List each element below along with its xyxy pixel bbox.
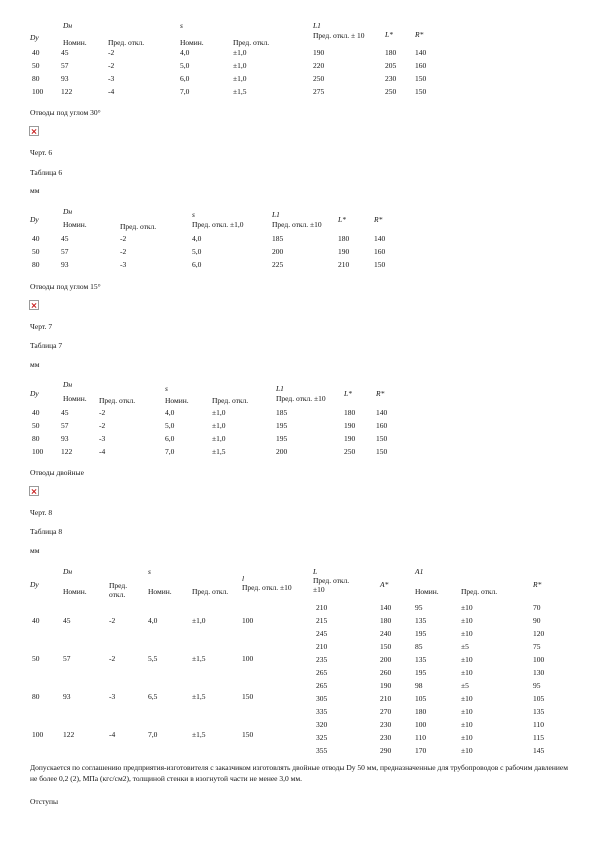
cell-dn-tol: -2: [99, 421, 106, 430]
col-L-tolerance-1: Пред. откл.: [313, 576, 350, 585]
unit-label: мм: [30, 360, 40, 369]
col-rstar-header: R*: [533, 580, 542, 589]
cell-a1-tol: ±10: [461, 694, 473, 703]
cell-L: 210: [316, 603, 328, 612]
col-s-nominal: Номин.: [165, 396, 189, 405]
col-L-header: L: [313, 567, 318, 576]
cell-dn: 93: [61, 74, 69, 83]
col-dn-tolerance: Пред. откл.: [99, 396, 136, 405]
drawing-caption-7: Черт. 7: [30, 322, 53, 331]
cell-s: 5,5: [148, 654, 158, 663]
col-dy-header: Dy: [30, 580, 39, 589]
col-l1-tolerance: Пред. откл. ±10: [272, 220, 322, 229]
col-s-header: s: [148, 567, 151, 576]
cell-a1-tol: ±5: [461, 642, 469, 651]
cell-a: 200: [380, 655, 392, 664]
cell-l1: 200: [276, 447, 288, 456]
cell-r: 90: [533, 616, 541, 625]
cell-dy: 50: [32, 421, 40, 430]
cell-rstar: 140: [376, 408, 388, 417]
cell-dn: 57: [61, 61, 69, 70]
cell-a1: 100: [415, 720, 427, 729]
cell-dn-tol: -4: [109, 730, 116, 739]
cell-dn-tol: -2: [108, 48, 115, 57]
col-a-header: A*: [380, 580, 389, 589]
cell-l1: 195: [276, 421, 288, 430]
cell-l1: 225: [272, 260, 284, 269]
table-caption-7: Таблица 7: [30, 341, 63, 350]
col-s-nominal: Номин.: [180, 38, 204, 47]
cell-a1-tol: ±10: [461, 733, 473, 742]
cell-l1: 195: [276, 434, 288, 443]
cell-dn: 122: [61, 87, 73, 96]
col-a1-nominal: Номин.: [415, 587, 439, 596]
cell-lstar: 230: [385, 74, 397, 83]
cell-s-tol: ±1,0: [233, 61, 247, 70]
cell-lstar: 190: [344, 421, 356, 430]
col-rstar-header: R*: [376, 389, 385, 398]
cell-rstar: 140: [415, 48, 427, 57]
cell-dy: 40: [32, 48, 40, 57]
col-dn-header: Dн: [63, 380, 73, 389]
drawing-caption-8: Черт. 8: [30, 508, 53, 517]
cell-rstar: 160: [376, 421, 388, 430]
cell-a1: 180: [415, 707, 427, 716]
cell-a1-tol: ±10: [461, 629, 473, 638]
cell-r: 115: [533, 733, 544, 742]
col-dy-header: Dy: [30, 33, 39, 42]
col-a1-header: A1: [415, 567, 424, 576]
cell-a1-tol: ±10: [461, 655, 473, 664]
cell-dn-tol: -3: [108, 74, 115, 83]
cell-dn-tol: -2: [120, 234, 127, 243]
cell-a: 210: [380, 694, 392, 703]
cell-dy: 40: [32, 616, 40, 625]
cell-rstar: 140: [374, 234, 386, 243]
cell-s-tol: ±1,5: [233, 87, 247, 96]
cell-dy: 80: [32, 74, 40, 83]
col-a1-tolerance: Пред. откл.: [461, 587, 498, 596]
col-s-tolerance: Пред. откл.: [233, 38, 270, 47]
cell-l1: 220: [313, 61, 325, 70]
cell-dn-tol: -3: [99, 434, 106, 443]
cell-L: 210: [316, 642, 328, 651]
cell-dn: 45: [61, 408, 69, 417]
cell-lstar: 190: [344, 434, 356, 443]
cell-l: 150: [242, 692, 254, 701]
cell-dn: 45: [61, 48, 69, 57]
cell-dn-tol: -2: [109, 616, 116, 625]
col-dn-nominal: Номин.: [63, 38, 87, 47]
cell-dy: 50: [32, 61, 40, 70]
footnote-paragraph: Допускается по соглашению предприятия-изготовителя с заказчиком изготовлять двойные отводы Dy 50 мм, предназначенные для трубопроводов с рабочим давлением не более 0,2 (2), МПа (кгс/см2), толщиной стенки в изогнутой части не менее 3,0 мм.: [30, 763, 568, 783]
cell-r: 120: [533, 629, 545, 638]
cell-dn-tol: -2: [108, 61, 115, 70]
col-dn-tolerance-1: Пред.: [109, 581, 128, 590]
cell-s: 5,0: [165, 421, 175, 430]
col-s-header: s: [192, 210, 195, 219]
cell-s: 6,0: [180, 74, 190, 83]
col-l1-tolerance: Пред. откл. ±10: [276, 394, 326, 403]
cell-a1: 135: [415, 616, 427, 625]
cell-dy: 80: [32, 434, 40, 443]
section-title-30: Отводы под углом 30°: [30, 108, 101, 117]
cell-s: 4,0: [192, 234, 202, 243]
cell-a: 240: [380, 629, 392, 638]
cell-dn: 45: [61, 234, 69, 243]
cell-lstar: 250: [385, 87, 397, 96]
cell-lstar: 190: [338, 247, 350, 256]
cell-s-tol: ±1,5: [192, 692, 206, 701]
cell-rstar: 160: [415, 61, 427, 70]
table-caption-6: Таблица 6: [30, 168, 63, 177]
col-dn-header: Dн: [63, 21, 73, 30]
cell-r: 70: [533, 603, 541, 612]
cell-rstar: 150: [376, 434, 388, 443]
cell-dn: 57: [63, 654, 71, 663]
cell-a: 150: [380, 642, 392, 651]
col-lstar-header: L*: [385, 30, 393, 39]
cell-a: 260: [380, 668, 392, 677]
cell-dn: 93: [63, 692, 71, 701]
cell-dn: 45: [63, 616, 71, 625]
cell-a: 180: [380, 616, 392, 625]
col-lstar-header: L*: [344, 389, 352, 398]
cell-dn: 93: [61, 434, 69, 443]
cell-a1: 195: [415, 629, 427, 638]
cell-dn: 122: [63, 730, 75, 739]
cell-dn-tol: -2: [99, 408, 106, 417]
cell-a: 290: [380, 746, 392, 755]
cell-s-tol: ±1,0: [212, 434, 226, 443]
cell-r: 75: [533, 642, 541, 651]
cell-a1-tol: ±10: [461, 720, 473, 729]
broken-image-icon: [29, 126, 39, 136]
cell-a1: 85: [415, 642, 423, 651]
cell-rstar: 150: [415, 87, 427, 96]
cell-L: 335: [316, 707, 328, 716]
col-lstar-header: L*: [338, 215, 346, 224]
cell-dy: 100: [32, 87, 44, 96]
cell-s-tol: ±1,0: [212, 421, 226, 430]
cell-s-tol: ±1,0: [233, 74, 247, 83]
cell-a: 230: [380, 733, 392, 742]
table-caption-8: Таблица 8: [30, 527, 63, 536]
cell-lstar: 205: [385, 61, 397, 70]
cell-a1: 170: [415, 746, 427, 755]
col-dn-nominal: Номин.: [63, 587, 87, 596]
col-l1-tolerance: Пред. откл. ± 10: [313, 31, 365, 40]
cell-s-tol: ±1,5: [212, 447, 226, 456]
cell-L: 325: [316, 733, 328, 742]
cell-a1: 98: [415, 681, 423, 690]
col-l1-header: L1: [272, 210, 280, 219]
cell-lstar: 180: [385, 48, 397, 57]
cell-L: 215: [316, 616, 328, 625]
cell-dn: 122: [61, 447, 73, 456]
cell-l: 150: [242, 730, 254, 739]
cell-r: 110: [533, 720, 544, 729]
cell-a1-tol: ±10: [461, 668, 473, 677]
cell-L: 265: [316, 681, 328, 690]
cell-r: 100: [533, 655, 545, 664]
cell-a1: 95: [415, 603, 423, 612]
col-dn-header: Dн: [63, 207, 73, 216]
cell-dn: 57: [61, 247, 69, 256]
cell-l1: 185: [276, 408, 288, 417]
cell-dy: 40: [32, 234, 40, 243]
cell-dn-tol: -4: [108, 87, 115, 96]
cell-lstar: 180: [338, 234, 350, 243]
cell-s: 7,0: [148, 730, 158, 739]
col-L-tolerance-2: ±10: [313, 585, 325, 594]
cell-dy: 50: [32, 247, 40, 256]
cell-L: 245: [316, 629, 328, 638]
cell-L: 265: [316, 668, 328, 677]
col-dy-header: Dy: [30, 215, 39, 224]
cell-l1: 250: [313, 74, 325, 83]
cell-s-tol: ±1,0: [233, 48, 247, 57]
col-dn-header: Dн: [63, 567, 73, 576]
cell-dn-tol: -4: [99, 447, 106, 456]
cell-dy: 80: [32, 260, 40, 269]
cell-s: 6,5: [148, 692, 158, 701]
unit-label: мм: [30, 186, 40, 195]
cell-s: 6,0: [192, 260, 202, 269]
cell-rstar: 150: [415, 74, 427, 83]
cell-dy: 40: [32, 408, 40, 417]
broken-image-icon: [29, 486, 39, 496]
col-dn-tolerance: Пред. откл.: [108, 38, 145, 47]
cell-a1: 105: [415, 694, 427, 703]
cell-l1: 190: [313, 48, 325, 57]
cell-lstar: 250: [344, 447, 356, 456]
unit-label: мм: [30, 546, 40, 555]
col-dy-header: Dy: [30, 389, 39, 398]
cell-dy: 80: [32, 692, 40, 701]
col-l-tolerance: Пред. откл. ±10: [242, 583, 292, 592]
cell-a: 140: [380, 603, 392, 612]
cell-rstar: 150: [376, 447, 388, 456]
cell-a1-tol: ±10: [461, 707, 473, 716]
cell-a1-tol: ±10: [461, 603, 473, 612]
col-dn-tolerance-2: откл.: [109, 590, 126, 599]
cell-s-tol: ±1,5: [192, 654, 206, 663]
cell-a: 190: [380, 681, 392, 690]
section-title-next: Отступы: [30, 797, 59, 806]
cell-r: 130: [533, 668, 545, 677]
cell-s: 7,0: [180, 87, 190, 96]
cell-rstar: 160: [374, 247, 386, 256]
cell-s-tol: ±1,0: [192, 616, 206, 625]
cell-r: 105: [533, 694, 545, 703]
cell-a1: 110: [415, 733, 426, 742]
col-s-tolerance: Пред. откл. ±1,0: [192, 220, 244, 229]
cell-lstar: 210: [338, 260, 350, 269]
col-dn-nominal: Номин.: [63, 220, 87, 229]
cell-dn: 57: [61, 421, 69, 430]
cell-dn-tol: -3: [120, 260, 127, 269]
cell-l1: 185: [272, 234, 284, 243]
cell-a1: 135: [415, 655, 427, 664]
cell-L: 235: [316, 655, 328, 664]
cell-s: 4,0: [148, 616, 158, 625]
cell-r: 135: [533, 707, 545, 716]
cell-a1: 195: [415, 668, 427, 677]
col-dn-nominal: Номин.: [63, 394, 87, 403]
col-rstar-header: R*: [415, 30, 424, 39]
cell-dn-tol: -2: [109, 654, 116, 663]
broken-image-icon: [29, 300, 39, 310]
cell-s: 4,0: [165, 408, 175, 417]
cell-s: 6,0: [165, 434, 175, 443]
cell-r: 95: [533, 681, 541, 690]
cell-dy: 100: [32, 447, 44, 456]
cell-s: 5,0: [192, 247, 202, 256]
cell-dn-tol: -3: [109, 692, 116, 701]
cell-s: 5,0: [180, 61, 190, 70]
col-s-header: s: [165, 384, 168, 393]
cell-s-tol: ±1,0: [212, 408, 226, 417]
cell-l1: 200: [272, 247, 284, 256]
cell-s-tol: ±1,5: [192, 730, 206, 739]
cell-dy: 50: [32, 654, 40, 663]
drawing-caption-6: Черт. 6: [30, 148, 53, 157]
cell-a1-tol: ±5: [461, 681, 469, 690]
cell-r: 145: [533, 746, 545, 755]
cell-a1-tol: ±10: [461, 746, 473, 755]
col-l1-header: L1: [276, 384, 284, 393]
cell-a: 270: [380, 707, 392, 716]
cell-a: 230: [380, 720, 392, 729]
cell-L: 320: [316, 720, 328, 729]
col-s-header: s: [180, 21, 183, 30]
col-dn-tolerance: Пред. откл.: [120, 222, 157, 231]
section-title-double: Отводы двойные: [30, 468, 84, 477]
cell-dn-tol: -2: [120, 247, 127, 256]
col-s-nominal: Номин.: [148, 587, 172, 596]
col-l1-header: L1: [313, 21, 321, 30]
cell-dn: 93: [61, 260, 69, 269]
cell-l1: 275: [313, 87, 325, 96]
cell-L: 355: [316, 746, 328, 755]
col-l-header: l: [242, 574, 245, 583]
col-s-tolerance: Пред. откл.: [212, 396, 249, 405]
cell-l: 100: [242, 616, 254, 625]
col-s-tolerance: Пред. откл.: [192, 587, 229, 596]
cell-dy: 100: [32, 730, 44, 739]
cell-l: 100: [242, 654, 254, 663]
cell-L: 305: [316, 694, 328, 703]
col-rstar-header: R*: [374, 215, 383, 224]
cell-lstar: 180: [344, 408, 356, 417]
cell-a1-tol: ±10: [461, 616, 473, 625]
cell-s: 4,0: [180, 48, 190, 57]
cell-rstar: 150: [374, 260, 386, 269]
section-title-15: Отводы под углом 15°: [30, 282, 101, 291]
cell-s: 7,0: [165, 447, 175, 456]
